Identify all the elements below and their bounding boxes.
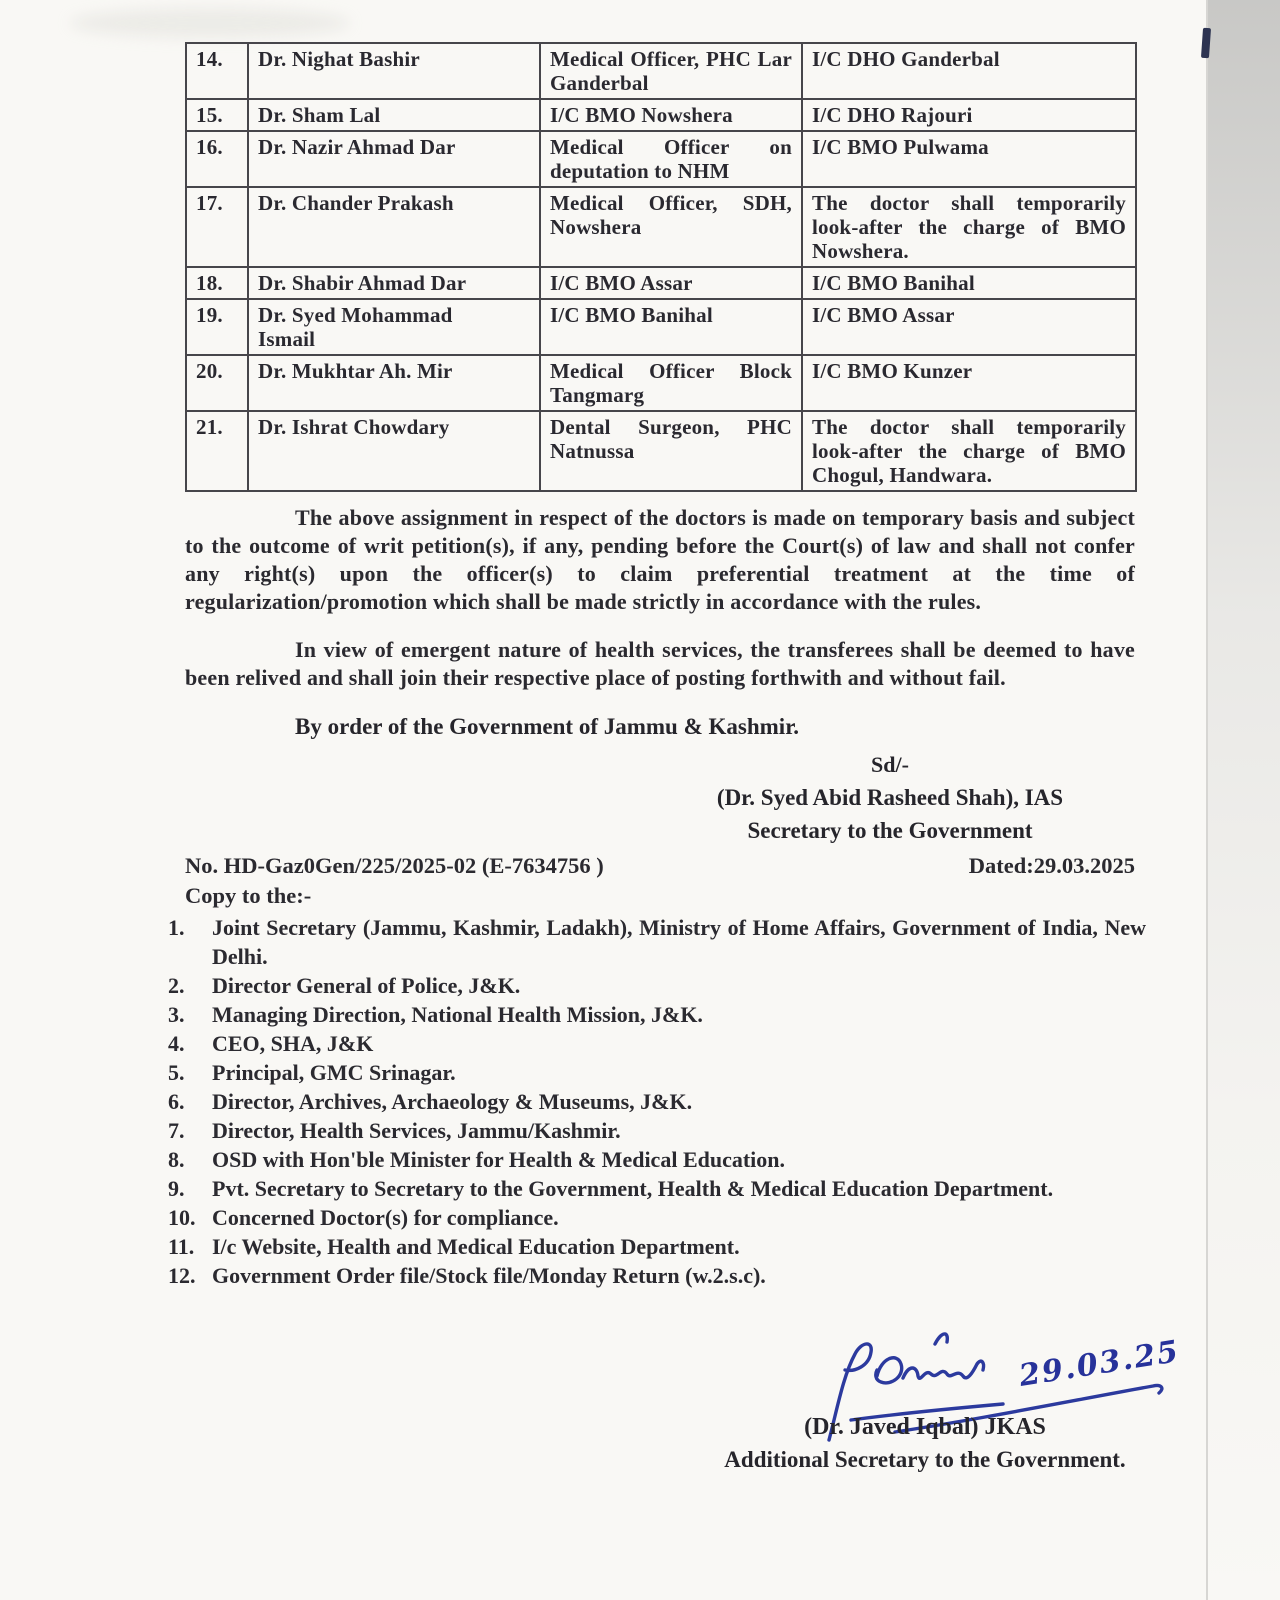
list-item [168,1174,1146,1203]
position-cell: Medical Officer on deputation to NHM [540,131,802,187]
table-row [186,187,1136,267]
signer-block [655,1410,1195,1476]
item-number: 12. [168,1263,196,1288]
doctor-name: Dr. Nighat Bashir [258,47,420,71]
list-item [168,1145,1146,1174]
item-number: 2. [168,973,185,998]
scan-smudge [70,8,350,38]
dated-label: Dated:29.03.2025 [968,853,1135,878]
position-cell: Dental Surgeon, PHC Natnussa [540,411,802,491]
table-row [186,43,1136,99]
doctor-name: Dr. Ishrat Chowdary [258,415,450,439]
sd-line: Sd/- [871,752,909,777]
item-text: Principal, GMC Srinagar. [212,1060,456,1085]
row-number-cell: 20. [186,355,248,411]
position-cell: I/C BMO Assar [540,267,802,299]
copy-to-label: Copy to the:- [185,883,312,908]
assignment-cell: I/C DHO Rajouri [802,99,1136,131]
list-item [168,1116,1146,1145]
row-number-cell: 21. [186,411,248,491]
assignment-cell: The doctor shall temporarily look-after the charge of BMO Chogul, Handwara. [802,411,1136,491]
doctor-name: Dr. Nazir Ahmad Dar [258,135,456,159]
list-item [168,913,1146,971]
list-item [168,971,1146,1000]
secretary-name: (Dr. Syed Abid Rasheed Shah), IAS [716,785,1064,810]
page-edge-line [1206,0,1208,1600]
doctor-name-cell [248,99,540,131]
table-row [186,355,1136,411]
copy-to-list [168,913,1146,1290]
secretary-title: Secretary to the Government [747,818,1033,843]
reference-number: No. HD-Gaz0Gen/225/2025-02 (E-7634756 ) [185,853,604,878]
signer-title: Additional Secretary to the Government. [724,1447,1126,1472]
item-text: Director, Health Services, Jammu/Kashmir. [212,1118,621,1143]
doctor-name-cell [248,299,540,355]
item-number: 11. [168,1234,195,1259]
row-number-cell: 16. [186,131,248,187]
item-number: 10. [168,1205,196,1230]
item-number: 4. [168,1031,185,1056]
doctor-name-cell [248,187,540,267]
doctor-name: Dr. Mukhtar Ah. Mir [258,359,453,383]
signature-area [185,1314,1183,1494]
assignment-cell: I/C DHO Ganderbal [802,43,1136,99]
row-number-cell: 19. [186,299,248,355]
doctor-name: Dr. Chander Prakash [258,191,454,215]
list-item [168,1000,1146,1029]
position-cell: Medical Officer, PHC Lar Ganderbal [540,43,802,99]
position-cell: I/C BMO Banihal [540,299,802,355]
table-row [186,299,1136,355]
doctor-name-cell [248,355,540,411]
item-text: I/c Website, Health and Medical Education Department. [212,1234,740,1259]
item-text: Joint Secretary (Jammu, Kashmir, Ladakh), Ministry of Home Affairs, Government of India, New Delhi. [212,915,1146,969]
table-row [186,131,1136,187]
paragraph-temporary-basis: The above assignment in respect of the doctors is made on temporary basis and subject to the outcome of writ petition(s), if any, pending before the Court(s) of law and shall not confer any right(s) upon the officer(s) to claim preferential treatment at the time of regularization/promotion which shall be made strictly in accordance with the rules. [185,505,1135,614]
item-number: 8. [168,1147,185,1172]
list-item [168,1029,1146,1058]
reference-row [185,851,1135,881]
item-text: Government Order file/Stock file/Monday Return (w.2.s.c). [212,1263,766,1288]
row-number-cell: 17. [186,187,248,267]
scan-shadow-right [1208,0,1280,1600]
doctor-name: Dr. Sham Lal [258,103,381,127]
item-text: CEO, SHA, J&K [212,1031,374,1056]
item-number: 1. [168,915,185,940]
row-number-cell: 18. [186,267,248,299]
doctor-name-cell [248,411,540,491]
transfer-table [185,42,1137,492]
list-item [168,1087,1146,1116]
doctor-name-cell [248,267,540,299]
item-text: Director, Archives, Archaeology & Museums, J&K. [212,1089,693,1114]
row-number-cell: 14. [186,43,248,99]
list-item [168,1203,1146,1232]
position-cell: Medical Officer Block Tangmarg [540,355,802,411]
table-row [186,411,1136,491]
position-cell: Medical Officer, SDH, Nowshera [540,187,802,267]
doctor-name-cell [248,43,540,99]
row-number-cell: 15. [186,99,248,131]
list-item [168,1058,1146,1087]
item-number: 3. [168,1002,185,1027]
paragraph-emergent-nature: In view of emergent nature of health services, the transferees shall be deemed to have been relived and shall join their respective place of posting forthwith and without fail. [185,637,1135,690]
scan-artifact [1201,28,1211,58]
item-number: 6. [168,1089,185,1114]
table-row [186,99,1136,131]
by-order-line: By order of the Government of Jammu & Kashmir. [295,714,800,739]
assignment-cell: I/C BMO Pulwama [802,131,1136,187]
list-item [168,1261,1146,1290]
list-item [168,1232,1146,1261]
item-number: 5. [168,1060,185,1085]
assignment-cell: I/C BMO Banihal [802,267,1136,299]
signer-name: (Dr. Javed Iqbal) JKAS [804,1414,1046,1440]
item-number: 7. [168,1118,185,1143]
item-text: Concerned Doctor(s) for compliance. [212,1205,559,1230]
signatory-block [640,748,1140,847]
assignment-cell: I/C BMO Assar [802,299,1136,355]
item-text: Pvt. Secretary to Secretary to the Government, Health & Medical Education Department. [212,1176,1054,1201]
item-text: OSD with Hon'ble Minister for Health & Medical Education. [212,1147,786,1172]
doctor-name: Dr. Syed Mohammad Ismail [258,303,453,351]
assignment-cell: The doctor shall temporarily look-after the charge of BMO Nowshera. [802,187,1136,267]
doctor-name: Dr. Shabir Ahmad Dar [258,271,467,295]
item-text: Managing Direction, National Health Mission, J&K. [212,1002,703,1027]
document-body [168,42,1183,1494]
assignment-cell: I/C BMO Kunzer [802,355,1136,411]
doctor-name-cell [248,131,540,187]
item-number: 9. [168,1176,185,1201]
position-cell: I/C BMO Nowshera [540,99,802,131]
item-text: Director General of Police, J&K. [212,973,521,998]
table-row [186,267,1136,299]
handwritten-date: 29.03.25 [1016,1333,1183,1394]
